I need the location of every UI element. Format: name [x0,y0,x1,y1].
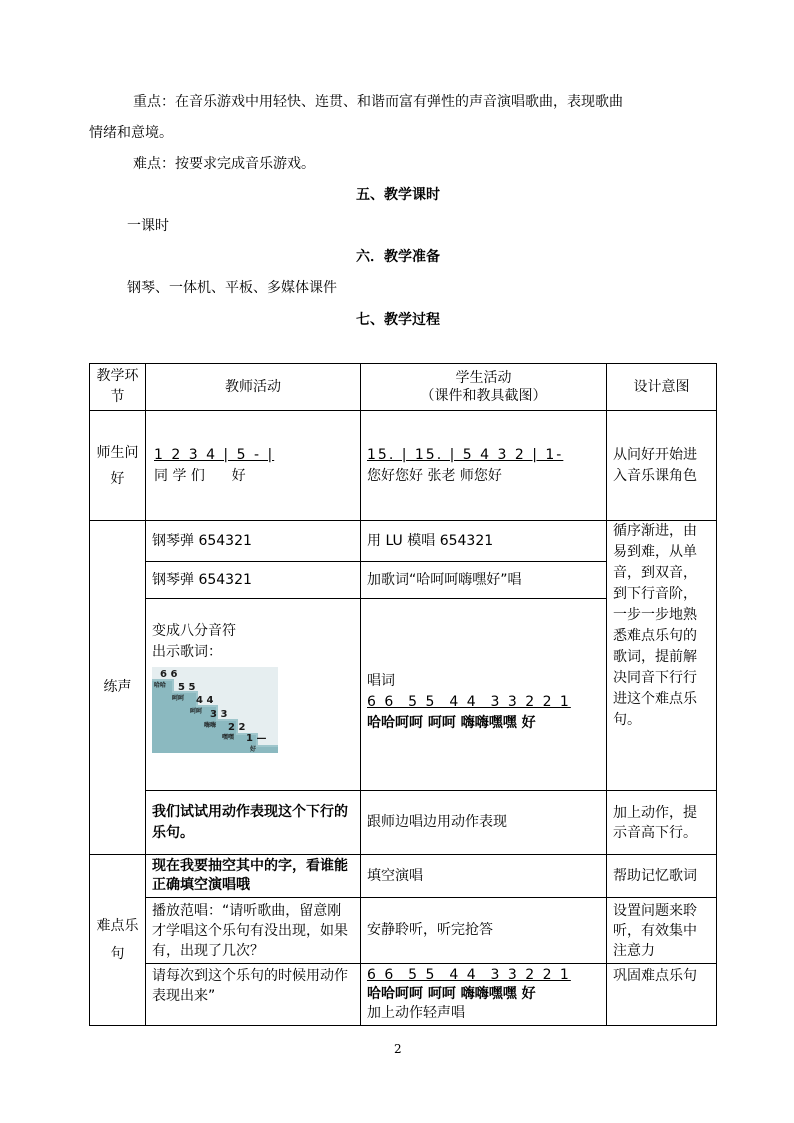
section6-body: 钢琴、一体机、平板、多媒体课件 [127,280,337,296]
warmup2-student: 加歌词“哈呵呵嗨嘿好”唱 [361,562,607,599]
stage-warmup: 练声 [90,521,146,855]
stair-word-1: 哈哈 [154,682,167,689]
stair-notes-3: 4 4 [196,695,214,706]
difficult1-teacher: 现在我要抽空其中的字，看谁能正确填空演唱哦 [146,855,361,898]
section7-title: 七、教学过程 [356,312,440,328]
difficult2-design: 设置问题来聆听，有效集中注意力 [607,898,717,964]
greeting-teacher-lyrics: 同 学 们 好 [154,467,246,484]
greeting-student-cell [361,411,607,521]
greeting-student-notes: 15. | 15. | 5 4 3 2 | 1- [367,446,564,463]
warmup-design: 循序渐进，由易到难，从单音，到双音，到下行音阶，一步一步地熟悉难点乐句的歌词，提前解决同音下行行进这个难点乐句。 [607,521,717,791]
stairs-svg [152,667,278,753]
stair-word-5: 嘿嘿 [222,734,235,741]
difficult1-student: 填空演唱 [361,855,607,898]
difficult3-student-cell [361,964,607,1026]
difficult3-student-extra: 加上动作轻声唱 [367,1005,465,1021]
eighth-teacher-line1: 变成八分音符 [152,623,236,639]
key-point-line1: 重点：在音乐游戏中用轻快、连贯、和谐而富有弹性的声音演唱歌曲，表现歌曲 [133,94,623,110]
stair-word-3: 呵呵 [190,708,203,715]
section5-body: 一课时 [127,218,169,234]
stair-word-4: 嗨嗨 [204,722,217,729]
greeting-teacher-notes: 1 2 3 4 | 5 - | [154,446,275,463]
difficult2-student: 安静聆听，听完抢答 [361,898,607,964]
page-number: 2 [394,1042,402,1056]
difficult2-teacher: 播放范唱：“请听歌曲，留意刚才学唱这个乐句有没出现，如果有，出现了几次？ [146,898,361,964]
difficult3-student-lyrics: 哈哈呵呵 呵呵 嗨嗨嘿嘿 好 [367,986,536,1002]
stair-notes-4: 3 3 [210,709,228,720]
eighth-teacher-line2: 出示歌词： [152,644,222,660]
warmup3-student-cell [361,599,607,791]
header-teacher: 教师活动 [146,364,361,411]
eighth-student-notes: 6 6 5 5 4 4 3 3 2 2 1 [367,694,571,710]
key-point-line2: 情绪和意境。 [89,125,173,141]
header-design: 设计意图 [607,364,717,411]
action-design: 加上动作，提示音高下行。 [607,791,717,855]
stairs-illustration [152,667,278,753]
difficult1-design: 帮助记忆歌词 [607,855,717,898]
warmup3-teacher-cell [146,599,361,791]
stair-notes-6: 1 — [246,733,267,744]
header-student [361,364,607,411]
table-row-warmup-4 [90,791,717,855]
difficult3-design: 巩固难点乐句 [607,964,717,1026]
stair-notes-1: 6 6 [160,669,178,680]
table-row-greeting [90,411,717,521]
header-student-line1: 学生活动 [455,370,512,386]
action-student: 跟师边唱边用动作表现 [361,791,607,855]
header-student-line2: （课件和教具截图） [420,388,547,404]
stage-greeting: 师生问好 [90,411,146,521]
stair-notes-2: 5 5 [178,682,196,693]
table-row-difficult-3 [90,964,717,1026]
eighth-student-label: 唱词 [367,673,395,689]
difficulty-line: 难点：按要求完成音乐游戏。 [133,156,315,172]
table-row-difficult-1 [90,855,717,898]
difficult3-teacher: 请每次到这个乐句的时候用动作表现出来” [146,964,361,1026]
greeting-design: 从问好开始进入音乐课角色 [607,411,717,521]
section5-title: 五、教学课时 [356,187,440,203]
stage-difficult: 难点乐句 [90,855,146,1026]
stair-word-2: 呵呵 [172,695,185,702]
warmup1-teacher: 钢琴弹 654321 [146,521,361,562]
stair-word-6: 好 [250,746,257,753]
lesson-process-table [89,363,717,1026]
eighth-student-lyrics: 哈哈呵呵 呵呵 嗨嗨嘿嘿 好 [367,715,536,731]
greeting-student-lyrics: 您好您好 张老 师您好 [367,467,502,484]
table-header-row [90,364,717,411]
difficult3-student-notes: 6 6 5 5 4 4 3 3 2 2 1 [367,967,571,983]
stair-notes-5: 2 2 [228,722,246,733]
action-teacher: 我们试试用动作表现这个下行的乐句。 [146,791,361,855]
warmup1-student: 用 LU 模唱 654321 [361,521,607,562]
table-row-difficult-2 [90,898,717,964]
warmup2-teacher: 钢琴弹 654321 [146,562,361,599]
table-row-warmup-1 [90,521,717,562]
header-stage: 教学环节 [90,364,146,411]
section6-title: 六．教学准备 [356,249,440,265]
greeting-teacher-cell [146,411,361,521]
